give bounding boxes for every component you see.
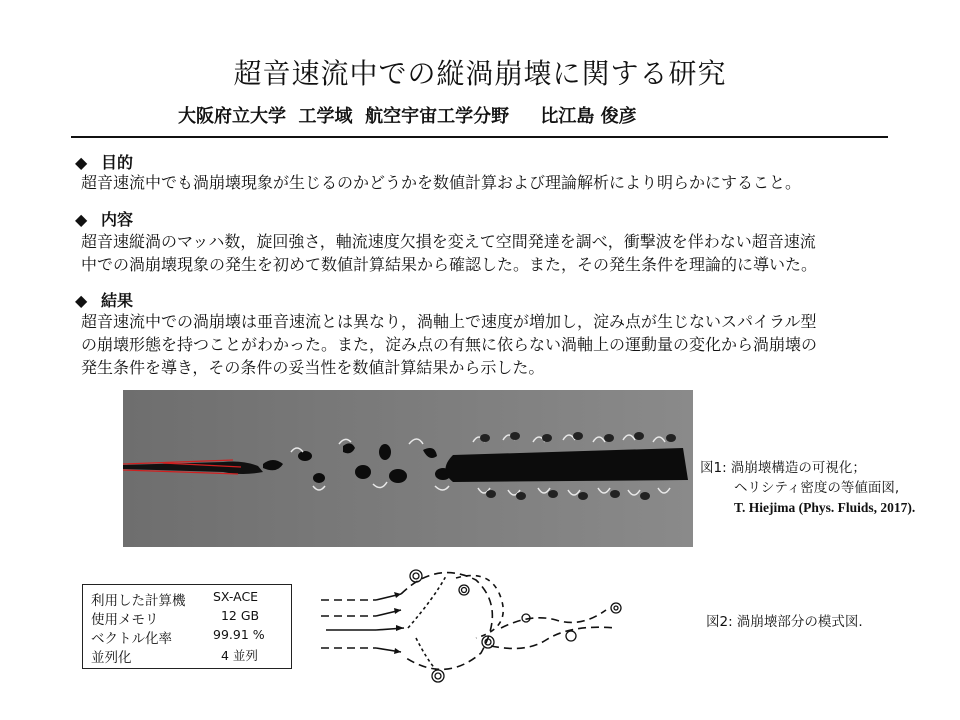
section-body-results: [81, 310, 911, 379]
section-heading-purpose: [75, 150, 133, 173]
diamond-bullet-icon: ◆: [75, 291, 88, 310]
computing-specs-table: [82, 584, 292, 669]
spec-row: [91, 589, 291, 608]
spec-label: 利用した計算機: [91, 593, 186, 609]
spec-value: 12 GB: [213, 608, 260, 623]
figure1-caption-title: 図1: 渦崩壊構造の可視化；: [700, 460, 866, 476]
spec-row: [91, 646, 291, 665]
figure1-caption: [700, 458, 915, 518]
section-heading-label: 目的: [101, 153, 134, 172]
author-affiliation: 大阪府立大学 工学域 航空宇宙工学分野 比江島 俊彦: [178, 106, 637, 127]
spec-value: 4 並列: [213, 648, 258, 663]
helicity-isosurface-image: [123, 390, 693, 547]
section-heading-label: 内容: [101, 210, 134, 229]
body-line: 超音速流中での渦崩壊は亜音速流とは異なり，渦軸上で速度が増加し，淀み点が生じないスパイラル型: [81, 312, 817, 331]
figure1-caption-desc: ヘリシティ密度の等値面図,: [734, 480, 900, 496]
diamond-bullet-icon: ◆: [75, 210, 88, 229]
section-heading-label: 結果: [101, 291, 134, 310]
figure1-citation: T. Hiejima (Phys. Fluids, 2017).: [734, 500, 916, 515]
section-body-purpose: [81, 171, 911, 194]
spec-row: [91, 608, 291, 627]
section-heading-results: [75, 288, 133, 311]
section-heading-content: [75, 207, 133, 230]
figure2-caption: 図2: 渦崩壊部分の模式図.: [706, 614, 863, 630]
spec-label: ベクトル化率: [91, 631, 172, 647]
body-line: 超音速縦渦のマッハ数，旋回強さ，軸流速度欠損を変えて空間発達を調べ，衝撃波を伴わない超音速流: [81, 232, 816, 251]
body-line: 中での渦崩壊現象の発生を初めて数値計算結果から確認した。また，その発生条件を理論的に導いた。: [81, 255, 818, 274]
vortex-breakdown-schematic: [316, 558, 636, 688]
diamond-bullet-icon: ◆: [75, 153, 88, 172]
body-line: 超音速流中でも渦崩壊現象が生じるのかどうかを数値計算および理論解析により明らかにすること。: [81, 173, 802, 192]
spec-label: 使用メモリ: [91, 612, 159, 628]
body-line: 発生条件を導き，その条件の妥当性を数値計算結果から示した。: [81, 358, 545, 377]
page-title: 超音速流中での縦渦崩壊に関する研究: [233, 57, 727, 90]
section-body-content: [81, 230, 911, 276]
title-divider: [71, 136, 888, 138]
spec-value: SX-ACE: [213, 589, 259, 604]
vortex-breakdown-visualization: [123, 390, 693, 547]
spec-label: 並列化: [91, 650, 132, 666]
body-line: の崩壊形態を持つことがわかった。また，淀み点の有無に依らない渦軸上の運動量の変化から渦崩壊の: [81, 335, 818, 354]
spec-row: [91, 627, 291, 646]
spec-value: 99.91 %: [213, 627, 265, 642]
